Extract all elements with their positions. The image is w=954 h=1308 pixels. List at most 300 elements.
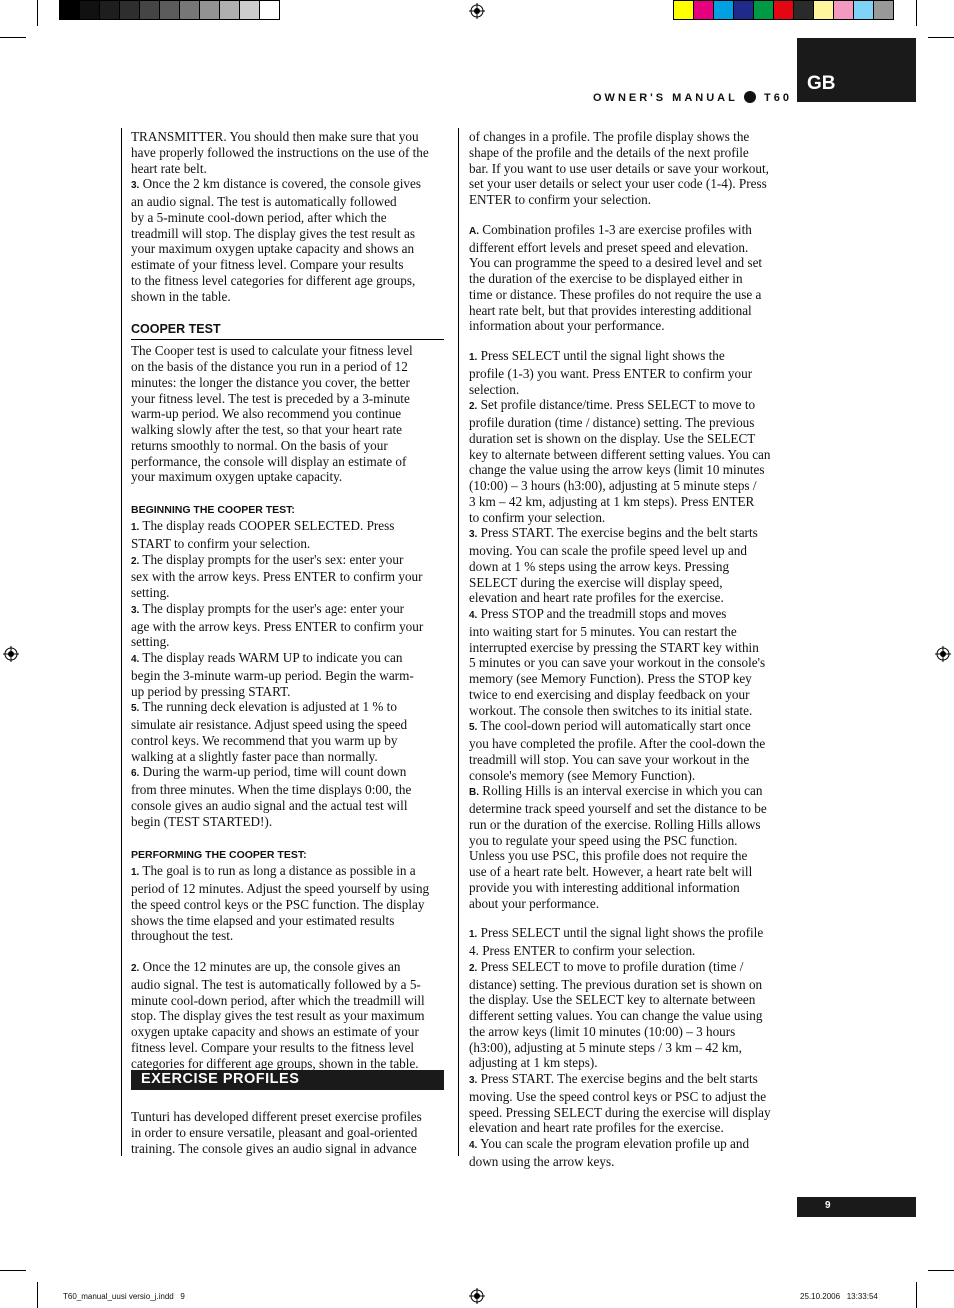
text-line [469,161,789,177]
line-text: speed. Pressing SELECT during the exercise will display [469,1104,771,1120]
text-line [469,606,789,624]
text-line [469,1055,789,1071]
text-line [469,1089,789,1105]
line-text: the speed control keys or the PSC function. The display [131,896,425,912]
text-line [131,161,451,177]
line-text: have properly followed the instructions on the use of the [131,144,429,160]
line-text: sex with the arrow keys. Press ENTER to confirm your [131,569,423,585]
line-text: your fitness level. The test is preceded by a 3-minute [131,390,410,406]
profile-b-steps [469,925,789,1169]
text-line [131,241,451,257]
line-text: distance) setting. The previous duration set is shown on [469,976,763,992]
text-line [469,640,789,656]
text-line [131,343,451,359]
step-item [131,863,451,944]
manual-label: OWNER'S MANUAL [593,92,738,104]
text-line [131,897,451,913]
text-line [469,959,789,977]
beginning-steps [131,518,451,829]
step-item [131,601,451,650]
line-text: heart rate belt, but that provides interesting additional [469,302,752,318]
line-text: walking at a slightly faster pace than normally. [131,748,378,764]
line-text: profile (1-3) you want. Press ENTER to confirm your [469,365,753,381]
line-text: elevation and heart rate profiles for the exercise. [469,1120,724,1136]
color-swatch [199,0,220,20]
performing-steps [131,863,451,1071]
text-line [131,1125,451,1141]
line-text: change the value using the arrow keys (limit 10 minutes [469,462,765,478]
line-text: walking slowly after the test, so that your heart rate [131,422,402,437]
text-line [131,601,451,619]
line-text: down using the arrow keys. [469,1153,615,1169]
line-text: information about your performance. [469,318,665,334]
step-number: 1. [469,352,478,363]
text-line [469,303,789,319]
text-line [131,619,451,635]
line-text: your maximum oxygen uptake capacity. [131,469,343,485]
text-line [469,768,789,784]
line-text: use of a heart rate belt. However, a heart rate belt will [469,864,753,879]
step-item [131,699,451,764]
step-number: 2. [469,962,478,974]
text-line [131,913,451,929]
text-line [469,192,789,208]
line-text: different setting values. You can change the value using [469,1008,763,1023]
line-text: shows the time elapsed and your estimated results [131,912,395,928]
text-line [131,469,451,485]
text-line [469,943,789,959]
registration-mark-icon [935,646,951,662]
text-line [469,1120,789,1136]
step-number: A. [469,225,479,237]
footer-file: T60_manual_uusi versio_j.indd 9 [63,1292,185,1301]
left-column [131,129,451,1157]
line-text: bar. If you want to use user details or save your workout, [469,160,769,176]
line-text: estimate of your fitness level. Compare your results [131,257,404,272]
line-text: The display reads COOPER SELECTED. Press [142,518,395,533]
text-line [131,536,451,552]
line-text: Unless you use PSC, this profile does not require the [469,848,748,864]
line-text: 4. Press ENTER to confirm your selection. [469,943,696,958]
color-swatch [119,0,140,20]
step-number: 5. [131,703,140,715]
line-text: setting. [131,585,170,600]
line-text: memory (see Memory Function). Press the STOP key [469,671,752,686]
text-line [131,145,451,161]
text-line [469,736,789,752]
line-text: oxygen uptake capacity and shows an estimate of your [131,1024,419,1039]
step-number: 2. [131,963,140,974]
text-line [469,752,789,768]
text-line [469,543,789,559]
line-text: determine track speed yourself and set the distance to be [469,801,767,816]
text-line [469,1024,789,1040]
line-text: your maximum oxygen uptake capacity and shows an [131,241,415,257]
line-text: Press SELECT until the signal light shows the [480,348,725,363]
line-text: you to regulate your speed using the PSC function. [469,832,738,848]
color-swatch [753,0,774,20]
text-line [131,977,451,993]
text-line [469,397,789,415]
text-line [469,1154,789,1170]
line-text: returns smoothly to normal. On the basis of your [131,437,388,453]
profile-b-description [469,783,789,911]
text-line [469,271,789,287]
text-line [469,1071,789,1089]
line-text: to the fitness level categories for different age groups, [131,272,416,288]
text-line [469,510,789,526]
color-swatch [259,0,280,20]
text-line [469,977,789,993]
text-line [469,1136,789,1154]
text-line [131,782,451,798]
profile-a-description [469,222,789,334]
text-line [469,382,789,398]
line-text: age with the arrow keys. Press ENTER to confirm your [131,618,424,634]
text-line [469,575,789,591]
text-line [469,833,789,849]
text-line [469,431,789,447]
line-text: the arrow keys (limit 10 minutes (10:00) – 3 hours [469,1023,736,1039]
text-line [131,438,451,454]
text-line [131,289,451,305]
line-text: setting. [131,634,170,650]
text-line [469,287,789,303]
line-text: 5 minutes or you can save your workout in the console's [469,655,766,671]
text-line [469,494,789,510]
line-text: (h3:00), adjusting at 5 minute steps / 3 km – 42 km, [469,1039,742,1055]
step-item [131,764,451,829]
line-text: workout. The console then switches to its initial state. [469,702,753,718]
text-line [131,129,451,145]
step-number: 3. [131,604,140,616]
text-line [131,391,451,407]
line-text: an audio signal. The test is automatically followed [131,194,397,209]
line-text: control keys. We recommend that you warm up by [131,732,398,748]
text-line [469,1105,789,1121]
text-line [131,210,451,226]
column-divider [458,128,459,1156]
line-text: ENTER to confirm your selection. [469,192,652,207]
line-text: Press START. The exercise begins and the belt starts [480,525,758,541]
text-line [131,1040,451,1056]
text-line [131,634,451,650]
text-line [469,671,789,687]
line-text: minute cool-down period, after which the treadmill will [131,992,425,1008]
line-text: audio signal. The test is automatically followed by a 5- [131,976,421,992]
step-number: 4. [469,610,478,621]
page-number: 9 [825,1200,831,1211]
line-text: TRANSMITTER. You should then make sure that you [131,129,419,144]
line-text: adjusting at 1 km steps). [469,1055,598,1071]
text-line [131,717,451,733]
line-text: shown in the table. [131,288,231,304]
line-text: begin (TEST STARTED!). [131,813,273,829]
text-line [469,590,789,606]
line-text: The cool-down period will automatically start once [480,718,751,734]
line-text: (10:00) – 3 hours (h3:00), adjusting at 5 minute steps / [469,478,757,493]
step-item [131,959,451,1071]
line-text: The display prompts for the user's sex: enter your [142,551,404,567]
line-text: time or distance. These profiles do not require the use a [469,286,762,302]
step-number: 6. [131,768,140,780]
line-text: Combination profiles 1-3 are exercise profiles with [482,221,752,237]
text-line [469,525,789,543]
section-heading: COOPER TEST [131,322,221,337]
step-item [131,518,451,552]
text-line [131,552,451,570]
step-number: B. [469,787,479,799]
line-text: Once the 12 minutes are up, the console gives an [142,959,401,974]
color-swatch [159,0,180,20]
line-text: Press STOP and the treadmill stops and moves [480,606,727,621]
line-text: down at 1 % steps using the arrow keys. Pressing [469,558,730,574]
line-text: about your performance. [469,895,599,911]
line-text: heart rate belt. [131,160,207,176]
line-text: Once the 2 km distance is covered, the console gives [142,176,421,192]
text-line [469,255,789,271]
subheading-performing: PERFORMING THE COOPER TEST: [131,849,307,862]
text-line [131,749,451,765]
line-text: warm-up period. We also recommend you continue [131,406,402,422]
step-paragraph [131,176,451,304]
step-item [131,552,451,601]
text-line [469,447,789,463]
running-header [593,92,738,104]
text-line [131,814,451,830]
step-number: 3. [131,180,140,192]
text-line [131,650,451,668]
color-swatch [239,0,260,20]
line-text: the duration of the exercise to be displayed either in [469,271,743,286]
line-text: treadmill will stop. The display gives the test result as [131,225,415,241]
text-line [131,1024,451,1040]
line-text: by a 5-minute cool-down period, after which the [131,209,387,225]
line-text: you have completed the profile. After the cool-down the [469,736,766,751]
color-swatch [219,0,240,20]
page-number-box [797,1197,916,1217]
line-text: stop. The display gives the test result as your maximum [131,1008,425,1024]
step-item [469,397,789,525]
intro-paragraph [131,129,451,176]
profiles-intro [131,1109,451,1156]
line-text: Tunturi has developed different preset exercise profiles [131,1109,422,1125]
line-text: minutes: the longer the distance you cover, the better [131,374,410,390]
step-item [131,650,451,699]
color-swatch [59,0,80,20]
text-line [131,375,451,391]
text-line [131,406,451,422]
text-line [131,257,451,273]
text-line [131,1056,451,1072]
line-text: on the basis of the distance you run in a period of 12 [131,359,408,374]
subheading-beginning: BEGINNING THE COOPER TEST: [131,504,295,516]
line-text: the display. Use the SELECT key to alternate between [469,992,756,1008]
text-line [469,1040,789,1056]
model-label: T60 [764,92,792,104]
text-line [131,881,451,897]
step-item [469,1136,789,1170]
text-line [469,864,789,880]
line-text: The Cooper test is used to calculate your fitness level [131,343,413,359]
text-line [469,348,789,366]
step-item [469,718,789,783]
step-number: 1. [131,522,140,533]
right-column [469,129,789,1170]
text-line [131,684,451,700]
line-text: provide you with interesting additional information [469,879,740,895]
language-code: GB [807,73,836,94]
color-swatch [793,0,814,20]
text-line [131,176,451,194]
registration-mark-icon [3,646,19,662]
text-line [131,733,451,749]
text-line [131,798,451,814]
text-line [131,226,451,242]
step-number: 2. [469,401,478,413]
color-swatch [773,0,794,20]
line-text: begin the 3-minute warm-up period. Begin the warm- [131,667,414,683]
line-text: throughout the test. [131,928,234,944]
line-text: moving. You can scale the profile speed level up and [469,543,747,558]
line-text: training. The console gives an audio signal in advance [131,1140,417,1156]
line-text: Press START. The exercise begins and the belt starts [480,1071,758,1086]
line-text: profile duration (time / distance) setting. The previous [469,415,755,430]
text-line [131,863,451,881]
line-text: Rolling Hills is an interval exercise in which you can [482,783,763,799]
step-item [469,1071,789,1136]
line-text: console's memory (see Memory Function). [469,767,696,783]
line-text: You can programme the speed to a desired level and set [469,255,763,271]
step-number: 1. [469,929,478,941]
text-line [469,718,789,736]
line-text: treadmill will stop. You can save your workout in the [469,751,750,767]
step-item [469,348,789,397]
text-line [469,624,789,640]
line-text: You can scale the program elevation profile up and [480,1136,750,1151]
line-text: START to confirm your selection. [131,535,311,551]
text-line [131,928,451,944]
text-line [131,993,451,1009]
line-text: simulate air resistance. Adjust speed using the speed [131,717,408,732]
line-text: performance, the console will display an estimate of [131,453,407,469]
color-swatch [873,0,894,20]
step-item [469,606,789,718]
line-text: up period by pressing START. [131,683,291,699]
line-text: The running deck elevation is adjusted at 1 % to [142,699,397,715]
line-text: duration set is shown on the display. Use the SELECT [469,430,756,446]
text-line [469,848,789,864]
text-line [131,359,451,375]
color-swatch [179,0,200,20]
text-line [131,422,451,438]
line-text: from three minutes. When the time displays 0:00, the [131,782,412,797]
cooper-description [131,343,451,485]
color-swatch [733,0,754,20]
text-line [469,687,789,703]
line-text: SELECT during the exercise will display speed, [469,574,723,590]
color-swatch [673,0,694,20]
exercise-profiles-banner [131,1070,444,1090]
color-swatch [693,0,714,20]
text-line [469,655,789,671]
text-line [469,478,789,494]
text-line [469,318,789,334]
text-line [131,194,451,210]
line-text: fitness level. Compare your results to the fitness level [131,1039,415,1055]
line-text: Press SELECT to move to profile duration (time / [480,958,744,974]
bullet-icon [744,91,756,103]
line-text: Set profile distance/time. Press SELECT to move to [480,397,756,413]
text-line [469,896,789,912]
text-line [469,817,789,833]
profile-a-steps [469,348,789,783]
color-swatch [79,0,100,20]
step-number: 3. [469,1075,478,1086]
line-text: The goal is to run as long a distance as possible in a [142,863,416,879]
text-line [131,273,451,289]
step-number: 2. [131,555,140,567]
line-text: set your user details or select your user code (1-4). Press [469,176,767,192]
line-text: in order to ensure versatile, pleasant and goal-oriented [131,1125,418,1140]
step-number: 1. [131,867,140,879]
line-text: different effort levels and preset speed and elevation. [469,239,749,255]
step-number: 5. [469,722,478,734]
line-text: console gives an audio signal and the actual test will [131,797,408,813]
text-line [131,454,451,470]
line-text: categories for different age groups, shown in the table. [131,1055,419,1071]
text-line [131,585,451,601]
text-line [469,176,789,192]
color-swatch [139,0,160,20]
step-number: 3. [469,529,478,541]
text-line [131,668,451,684]
line-text: During the warm-up period, time will count down [142,764,407,780]
banner-title: EXERCISE PROFILES [141,1071,300,1087]
footer-timestamp: 25.10.2006 13:33:54 [800,1292,878,1301]
text-line [131,699,451,717]
text-line [131,959,451,977]
heading-rule [131,339,444,340]
text-line [469,801,789,817]
text-line [469,703,789,719]
registration-mark-icon [469,3,485,19]
step-item [469,925,789,959]
step-number: 4. [469,1140,478,1151]
text-line [131,1008,451,1024]
registration-mark-icon [469,1288,485,1304]
step-item [469,525,789,606]
line-text: The display prompts for the user's age: enter your [142,600,405,616]
text-line [469,145,789,161]
line-text: 3 km – 42 km, adjusting at 1 km steps). Press ENTER [469,493,755,509]
color-swatch [833,0,854,20]
line-text: selection. [469,381,520,397]
line-text: into waiting start for 5 minutes. You can restart the [469,623,737,639]
step-item [469,959,789,1071]
text-line [469,462,789,478]
line-text: Press SELECT until the signal light shows the profile [480,925,764,941]
line-text: to confirm your selection. [469,509,606,525]
line-text: key to alternate between different setting values. You can [469,446,771,462]
line-text: elevation and heart rate profiles for the exercise. [469,590,724,606]
line-text: interrupted exercise by pressing the START key within [469,639,759,655]
color-swatch [99,0,120,20]
line-text: shape of the profile and the details of the next profile [469,144,749,160]
text-line [469,129,789,145]
text-line [469,559,789,575]
text-line [131,518,451,536]
